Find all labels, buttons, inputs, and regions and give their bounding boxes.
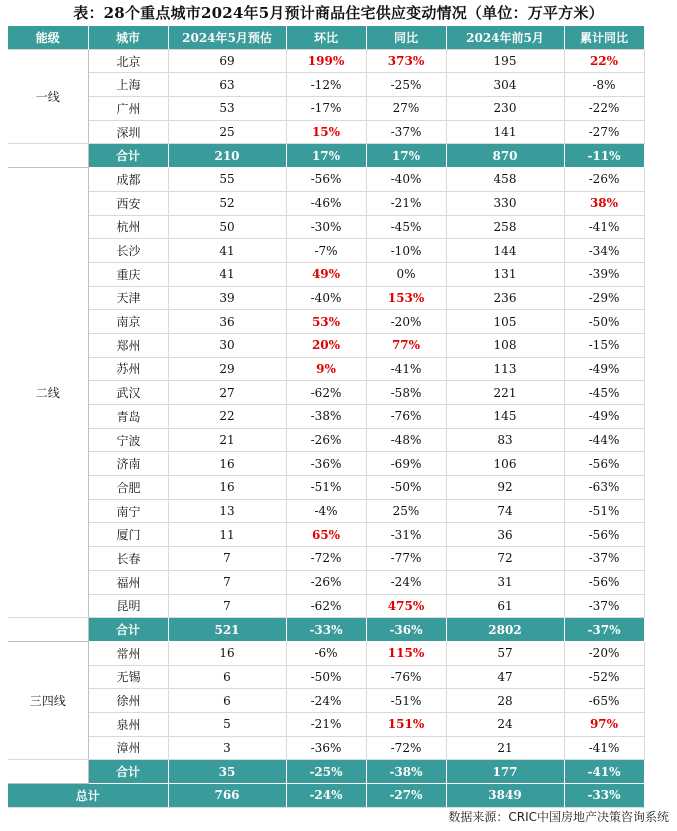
header-cum-yoy: 累计同比: [564, 26, 644, 49]
ytd-value: 141: [446, 120, 564, 144]
header-city: 城市: [88, 26, 168, 49]
subtotal-ytd: 2802: [446, 618, 564, 642]
ytd-value: 458: [446, 168, 564, 192]
city-name: 泉州: [88, 712, 168, 736]
may-estimate-value: 21: [168, 428, 286, 452]
mom-value: -56%: [286, 168, 366, 192]
table-row: [8, 570, 644, 594]
table-row: [8, 73, 644, 97]
ytd-value: 195: [446, 49, 564, 73]
cum-yoy-value: -37%: [564, 594, 644, 618]
ytd-value: 61: [446, 594, 564, 618]
ytd-value: 57: [446, 641, 564, 665]
yoy-value: -25%: [366, 73, 446, 97]
mom-value: -12%: [286, 73, 366, 97]
ytd-value: 83: [446, 428, 564, 452]
mom-value: -46%: [286, 191, 366, 215]
yoy-value: -51%: [366, 689, 446, 713]
cum-yoy-value: 22%: [564, 49, 644, 73]
cum-yoy-value: -52%: [564, 665, 644, 689]
city-name: 长沙: [88, 239, 168, 263]
cum-yoy-value: -26%: [564, 168, 644, 192]
city-name: 合肥: [88, 476, 168, 500]
subtotal-tier-blank: [8, 760, 88, 784]
ytd-value: 330: [446, 191, 564, 215]
mom-value: -26%: [286, 570, 366, 594]
may-estimate-value: 52: [168, 191, 286, 215]
yoy-value: -31%: [366, 523, 446, 547]
table-row: [8, 191, 644, 215]
may-estimate-value: 55: [168, 168, 286, 192]
header-row: [8, 26, 644, 49]
cum-yoy-value: -56%: [564, 570, 644, 594]
subtotal-may-estimate: 35: [168, 760, 286, 784]
may-estimate-value: 11: [168, 523, 286, 547]
may-estimate-value: 7: [168, 594, 286, 618]
city-name: 福州: [88, 570, 168, 594]
yoy-value: 25%: [366, 499, 446, 523]
city-name: 郑州: [88, 333, 168, 357]
may-estimate-value: 6: [168, 665, 286, 689]
mom-value: -51%: [286, 476, 366, 500]
ytd-value: 236: [446, 286, 564, 310]
yoy-value: -76%: [366, 665, 446, 689]
mom-value: -36%: [286, 452, 366, 476]
table-row: [8, 381, 644, 405]
yoy-value: -41%: [366, 357, 446, 381]
city-name: 南京: [88, 310, 168, 334]
subtotal-mom: -33%: [286, 618, 366, 642]
table-row: [8, 594, 644, 618]
ytd-value: 21: [446, 736, 564, 760]
may-estimate-value: 50: [168, 215, 286, 239]
may-estimate-value: 25: [168, 120, 286, 144]
table-row: [8, 286, 644, 310]
tier-label: 三四线: [8, 641, 88, 759]
ytd-value: 28: [446, 689, 564, 713]
table-row: [8, 476, 644, 500]
grand-total-yoy: -27%: [366, 784, 446, 808]
yoy-value: -24%: [366, 570, 446, 594]
table-row: [8, 689, 644, 713]
ytd-value: 108: [446, 333, 564, 357]
supply-table: [8, 26, 645, 808]
ytd-value: 74: [446, 499, 564, 523]
may-estimate-value: 30: [168, 333, 286, 357]
ytd-value: 145: [446, 405, 564, 429]
mom-value: -62%: [286, 381, 366, 405]
ytd-value: 105: [446, 310, 564, 334]
subtotal-mom: 17%: [286, 144, 366, 168]
data-source: 数据来源：CRIC中国房地产决策咨询系统: [448, 810, 669, 824]
cum-yoy-value: -39%: [564, 262, 644, 286]
ytd-value: 131: [446, 262, 564, 286]
cum-yoy-value: -51%: [564, 499, 644, 523]
city-name: 苏州: [88, 357, 168, 381]
city-name: 长春: [88, 547, 168, 571]
ytd-value: 24: [446, 712, 564, 736]
mom-value: -50%: [286, 665, 366, 689]
yoy-value: -48%: [366, 428, 446, 452]
table-row: [8, 310, 644, 334]
mom-value: 9%: [286, 357, 366, 381]
header-ytd: 2024年前5月: [446, 26, 564, 49]
subtotal-yoy: -36%: [366, 618, 446, 642]
mom-value: -40%: [286, 286, 366, 310]
mom-value: -30%: [286, 215, 366, 239]
mom-value: -62%: [286, 594, 366, 618]
table-row: [8, 712, 644, 736]
cum-yoy-value: -49%: [564, 357, 644, 381]
yoy-value: 115%: [366, 641, 446, 665]
mom-value: 49%: [286, 262, 366, 286]
cum-yoy-value: -15%: [564, 333, 644, 357]
may-estimate-value: 16: [168, 476, 286, 500]
ytd-value: 36: [446, 523, 564, 547]
city-name: 北京: [88, 49, 168, 73]
yoy-value: -76%: [366, 405, 446, 429]
mom-value: -24%: [286, 689, 366, 713]
grand-total-row: [8, 784, 644, 808]
may-estimate-value: 39: [168, 286, 286, 310]
tier-label: 一线: [8, 49, 88, 144]
subtotal-row: [8, 760, 644, 784]
table-row: [8, 357, 644, 381]
header-may-estimate: 2024年5月预估: [168, 26, 286, 49]
subtotal-ytd: 870: [446, 144, 564, 168]
city-name: 昆明: [88, 594, 168, 618]
mom-value: 65%: [286, 523, 366, 547]
table-row: [8, 428, 644, 452]
may-estimate-value: 3: [168, 736, 286, 760]
mom-value: -72%: [286, 547, 366, 571]
cum-yoy-value: -45%: [564, 381, 644, 405]
mom-value: -4%: [286, 499, 366, 523]
table-row: [8, 97, 644, 121]
table-row: [8, 120, 644, 144]
mom-value: -6%: [286, 641, 366, 665]
subtotal-cum-yoy: -41%: [564, 760, 644, 784]
cum-yoy-value: 38%: [564, 191, 644, 215]
mom-value: 199%: [286, 49, 366, 73]
table-row: [8, 49, 644, 73]
may-estimate-value: 22: [168, 405, 286, 429]
table-row: [8, 168, 644, 192]
may-estimate-value: 13: [168, 499, 286, 523]
city-name: 济南: [88, 452, 168, 476]
grand-total-ytd: 3849: [446, 784, 564, 808]
yoy-value: -20%: [366, 310, 446, 334]
yoy-value: -45%: [366, 215, 446, 239]
table-row: [8, 641, 644, 665]
city-name: 重庆: [88, 262, 168, 286]
may-estimate-value: 7: [168, 547, 286, 571]
table-row: [8, 333, 644, 357]
mom-value: -7%: [286, 239, 366, 263]
cum-yoy-value: -50%: [564, 310, 644, 334]
may-estimate-value: 5: [168, 712, 286, 736]
yoy-value: 475%: [366, 594, 446, 618]
mom-value: -36%: [286, 736, 366, 760]
subtotal-mom: -25%: [286, 760, 366, 784]
yoy-value: -40%: [366, 168, 446, 192]
cum-yoy-value: -29%: [564, 286, 644, 310]
table-title: 表：28个重点城市2024年5月预计商品住宅供应变动情况（单位：万平方米）: [73, 4, 604, 22]
ytd-value: 144: [446, 239, 564, 263]
may-estimate-value: 36: [168, 310, 286, 334]
city-name: 广州: [88, 97, 168, 121]
subtotal-cum-yoy: -11%: [564, 144, 644, 168]
cum-yoy-value: -27%: [564, 120, 644, 144]
subtotal-tier-blank: [8, 618, 88, 642]
may-estimate-value: 69: [168, 49, 286, 73]
subtotal-may-estimate: 521: [168, 618, 286, 642]
mom-value: -17%: [286, 97, 366, 121]
table-row: [8, 736, 644, 760]
ytd-value: 221: [446, 381, 564, 405]
yoy-value: -10%: [366, 239, 446, 263]
grand-total-mom: -24%: [286, 784, 366, 808]
city-name: 上海: [88, 73, 168, 97]
table-row: [8, 547, 644, 571]
mom-value: -21%: [286, 712, 366, 736]
cum-yoy-value: -41%: [564, 736, 644, 760]
header-tier: 能级: [8, 26, 88, 49]
may-estimate-value: 6: [168, 689, 286, 713]
may-estimate-value: 27: [168, 381, 286, 405]
city-name: 青岛: [88, 405, 168, 429]
yoy-value: -58%: [366, 381, 446, 405]
city-name: 徐州: [88, 689, 168, 713]
ytd-value: 113: [446, 357, 564, 381]
subtotal-cum-yoy: -37%: [564, 618, 644, 642]
cum-yoy-value: -8%: [564, 73, 644, 97]
city-name: 漳州: [88, 736, 168, 760]
table-row: [8, 405, 644, 429]
cum-yoy-value: -56%: [564, 452, 644, 476]
ytd-value: 47: [446, 665, 564, 689]
yoy-value: -72%: [366, 736, 446, 760]
yoy-value: 153%: [366, 286, 446, 310]
table-row: [8, 523, 644, 547]
cum-yoy-value: -49%: [564, 405, 644, 429]
city-name: 深圳: [88, 120, 168, 144]
cum-yoy-value: -41%: [564, 215, 644, 239]
ytd-value: 92: [446, 476, 564, 500]
may-estimate-value: 16: [168, 641, 286, 665]
ytd-value: 230: [446, 97, 564, 121]
city-name: 南宁: [88, 499, 168, 523]
subtotal-row: [8, 618, 644, 642]
table-row: [8, 239, 644, 263]
cum-yoy-value: 97%: [564, 712, 644, 736]
grand-total-label: 总计: [8, 784, 168, 808]
may-estimate-value: 41: [168, 239, 286, 263]
subtotal-label: 合计: [88, 144, 168, 168]
ytd-value: 304: [446, 73, 564, 97]
subtotal-yoy: 17%: [366, 144, 446, 168]
header-yoy: 同比: [366, 26, 446, 49]
mom-value: -38%: [286, 405, 366, 429]
may-estimate-value: 63: [168, 73, 286, 97]
yoy-value: 373%: [366, 49, 446, 73]
yoy-value: -21%: [366, 191, 446, 215]
mom-value: 15%: [286, 120, 366, 144]
ytd-value: 31: [446, 570, 564, 594]
cum-yoy-value: -65%: [564, 689, 644, 713]
cum-yoy-value: -56%: [564, 523, 644, 547]
subtotal-tier-blank: [8, 144, 88, 168]
subtotal-ytd: 177: [446, 760, 564, 784]
may-estimate-value: 7: [168, 570, 286, 594]
cum-yoy-value: -22%: [564, 97, 644, 121]
city-name: 成都: [88, 168, 168, 192]
may-estimate-value: 16: [168, 452, 286, 476]
may-estimate-value: 29: [168, 357, 286, 381]
cum-yoy-value: -37%: [564, 547, 644, 571]
mom-value: -26%: [286, 428, 366, 452]
ytd-value: 72: [446, 547, 564, 571]
yoy-value: -69%: [366, 452, 446, 476]
subtotal-may-estimate: 210: [168, 144, 286, 168]
table-row: [8, 452, 644, 476]
yoy-value: -50%: [366, 476, 446, 500]
header-mom: 环比: [286, 26, 366, 49]
city-name: 无锡: [88, 665, 168, 689]
ytd-value: 106: [446, 452, 564, 476]
mom-value: 20%: [286, 333, 366, 357]
cum-yoy-value: -44%: [564, 428, 644, 452]
city-name: 天津: [88, 286, 168, 310]
yoy-value: -37%: [366, 120, 446, 144]
yoy-value: 151%: [366, 712, 446, 736]
yoy-value: 27%: [366, 97, 446, 121]
grand-total-may-estimate: 766: [168, 784, 286, 808]
subtotal-label: 合计: [88, 618, 168, 642]
tier-label: 二线: [8, 168, 88, 618]
city-name: 杭州: [88, 215, 168, 239]
table-row: [8, 499, 644, 523]
subtotal-yoy: -38%: [366, 760, 446, 784]
subtotal-row: [8, 144, 644, 168]
may-estimate-value: 53: [168, 97, 286, 121]
city-name: 常州: [88, 641, 168, 665]
city-name: 厦门: [88, 523, 168, 547]
cum-yoy-value: -34%: [564, 239, 644, 263]
table-body: [8, 49, 644, 807]
grand-total-cum-yoy: -33%: [564, 784, 644, 808]
table-row: [8, 665, 644, 689]
ytd-value: 258: [446, 215, 564, 239]
table-row: [8, 262, 644, 286]
cum-yoy-value: -63%: [564, 476, 644, 500]
city-name: 武汉: [88, 381, 168, 405]
mom-value: 53%: [286, 310, 366, 334]
cum-yoy-value: -20%: [564, 641, 644, 665]
subtotal-label: 合计: [88, 760, 168, 784]
yoy-value: 0%: [366, 262, 446, 286]
may-estimate-value: 41: [168, 262, 286, 286]
table-row: [8, 215, 644, 239]
city-name: 西安: [88, 191, 168, 215]
yoy-value: -77%: [366, 547, 446, 571]
yoy-value: 77%: [366, 333, 446, 357]
city-name: 宁波: [88, 428, 168, 452]
